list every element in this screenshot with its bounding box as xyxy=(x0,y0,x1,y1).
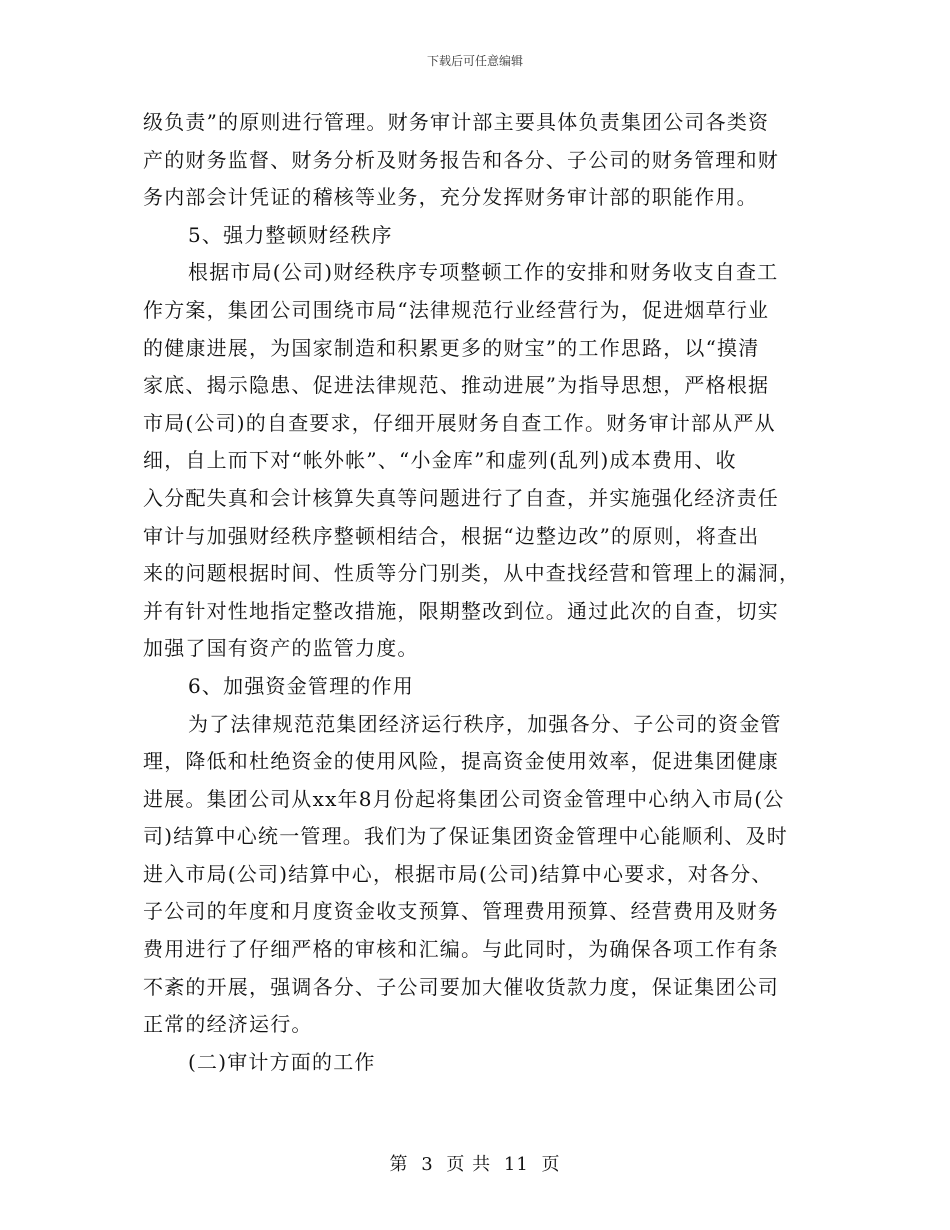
header-note: 下载后可任意编辑 xyxy=(426,54,523,68)
text-line: 根据市局(公司)财经秩序专项整顿工作的安排和财务收支自查工 xyxy=(188,260,779,285)
text-line: 务内部会计凭证的稽核等业务，充分发挥财务审计部的职能作用。 xyxy=(143,185,758,210)
text-line: 正常的经济运行。 xyxy=(143,1012,313,1037)
text-line: 进展。集团公司从xx年8月份起将集团公司资金管理中心纳入市局(公 xyxy=(143,786,785,811)
current-page-number: 3 xyxy=(421,1154,434,1175)
text-line: 子公司的年度和月度资金收支预算、管理费用预算、经营费用及财务 xyxy=(143,899,779,924)
text-line: 理，降低和杜绝资金的使用风险，提高资金使用效率，促进集团健康 xyxy=(143,749,779,774)
document-body xyxy=(143,104,808,1081)
text-line: 司)结算中心统一管理。我们为了保证集团资金管理中心能顺利、及时 xyxy=(143,824,789,849)
total-page-count: 11 xyxy=(503,1154,529,1175)
text-line: 的健康进展，为国家制造和积累更多的财宝”的工作思路，以“摸清 xyxy=(143,335,760,360)
section-heading: 6、加强资金管理的作用 xyxy=(188,673,414,698)
text-line: 不紊的开展，强调各分、子公司要加大催收货款力度，保证集团公司 xyxy=(143,974,779,999)
text-line: 家底、揭示隐患、促进法律规范、推动进展”为指导思想，严格根据 xyxy=(143,373,770,398)
text-line: 审计与加强财经秩序整顿相结合，根据“边整边改”的原则，将查出 xyxy=(143,523,760,548)
text-line: 并有针对性地指定整改措施，限期整改到位。通过此次的自查，切实 xyxy=(143,598,779,623)
section-heading: (二)审计方面的工作 xyxy=(188,1049,376,1074)
text-line: 加强了国有资产的监管力度。 xyxy=(143,636,419,661)
text-line: 为了法律规范范集团经济运行秩序，加强各分、子公司的资金管 xyxy=(188,711,782,736)
text-line: 来的问题根据时间、性质等分门别类，从中查找经营和管理上的漏洞， xyxy=(143,561,801,586)
footer-suffix: 页 xyxy=(541,1154,561,1175)
text-line: 进入市局(公司)结算中心，根据市局(公司)结算中心要求，对各分、 xyxy=(143,861,773,886)
text-line: 费用进行了仔细严格的审核和汇编。与此同时，为确保各项工作有条 xyxy=(143,937,779,962)
footer-middle: 页 共 xyxy=(446,1154,492,1175)
text-line: 市局(公司)的自查要求，仔细开展财务自查工作。财务审计部从严从 xyxy=(143,410,776,435)
text-line: 入分配失真和会计核算失真等问题进行了自查，并实施强化经济责任 xyxy=(143,485,779,510)
text-line: 级负责”的原则进行管理。财务审计部主要具体负责集团公司各类资 xyxy=(143,110,770,134)
text-line: 细，自上而下对“帐外帐”、“小金库”和虚列(乱列)成本费用、收 xyxy=(143,448,737,473)
text-line: 产的财务监督、财务分析及财务报告和各分、子公司的财务管理和财 xyxy=(143,147,779,172)
footer-prefix: 第 xyxy=(389,1154,409,1175)
text-line: 作方案，集团公司围绕市局“法律规范行业经营行为，促进烟草行业 xyxy=(143,297,770,322)
page-footer xyxy=(0,1153,950,1177)
section-heading: 5、强力整顿财经秩序 xyxy=(188,222,393,247)
